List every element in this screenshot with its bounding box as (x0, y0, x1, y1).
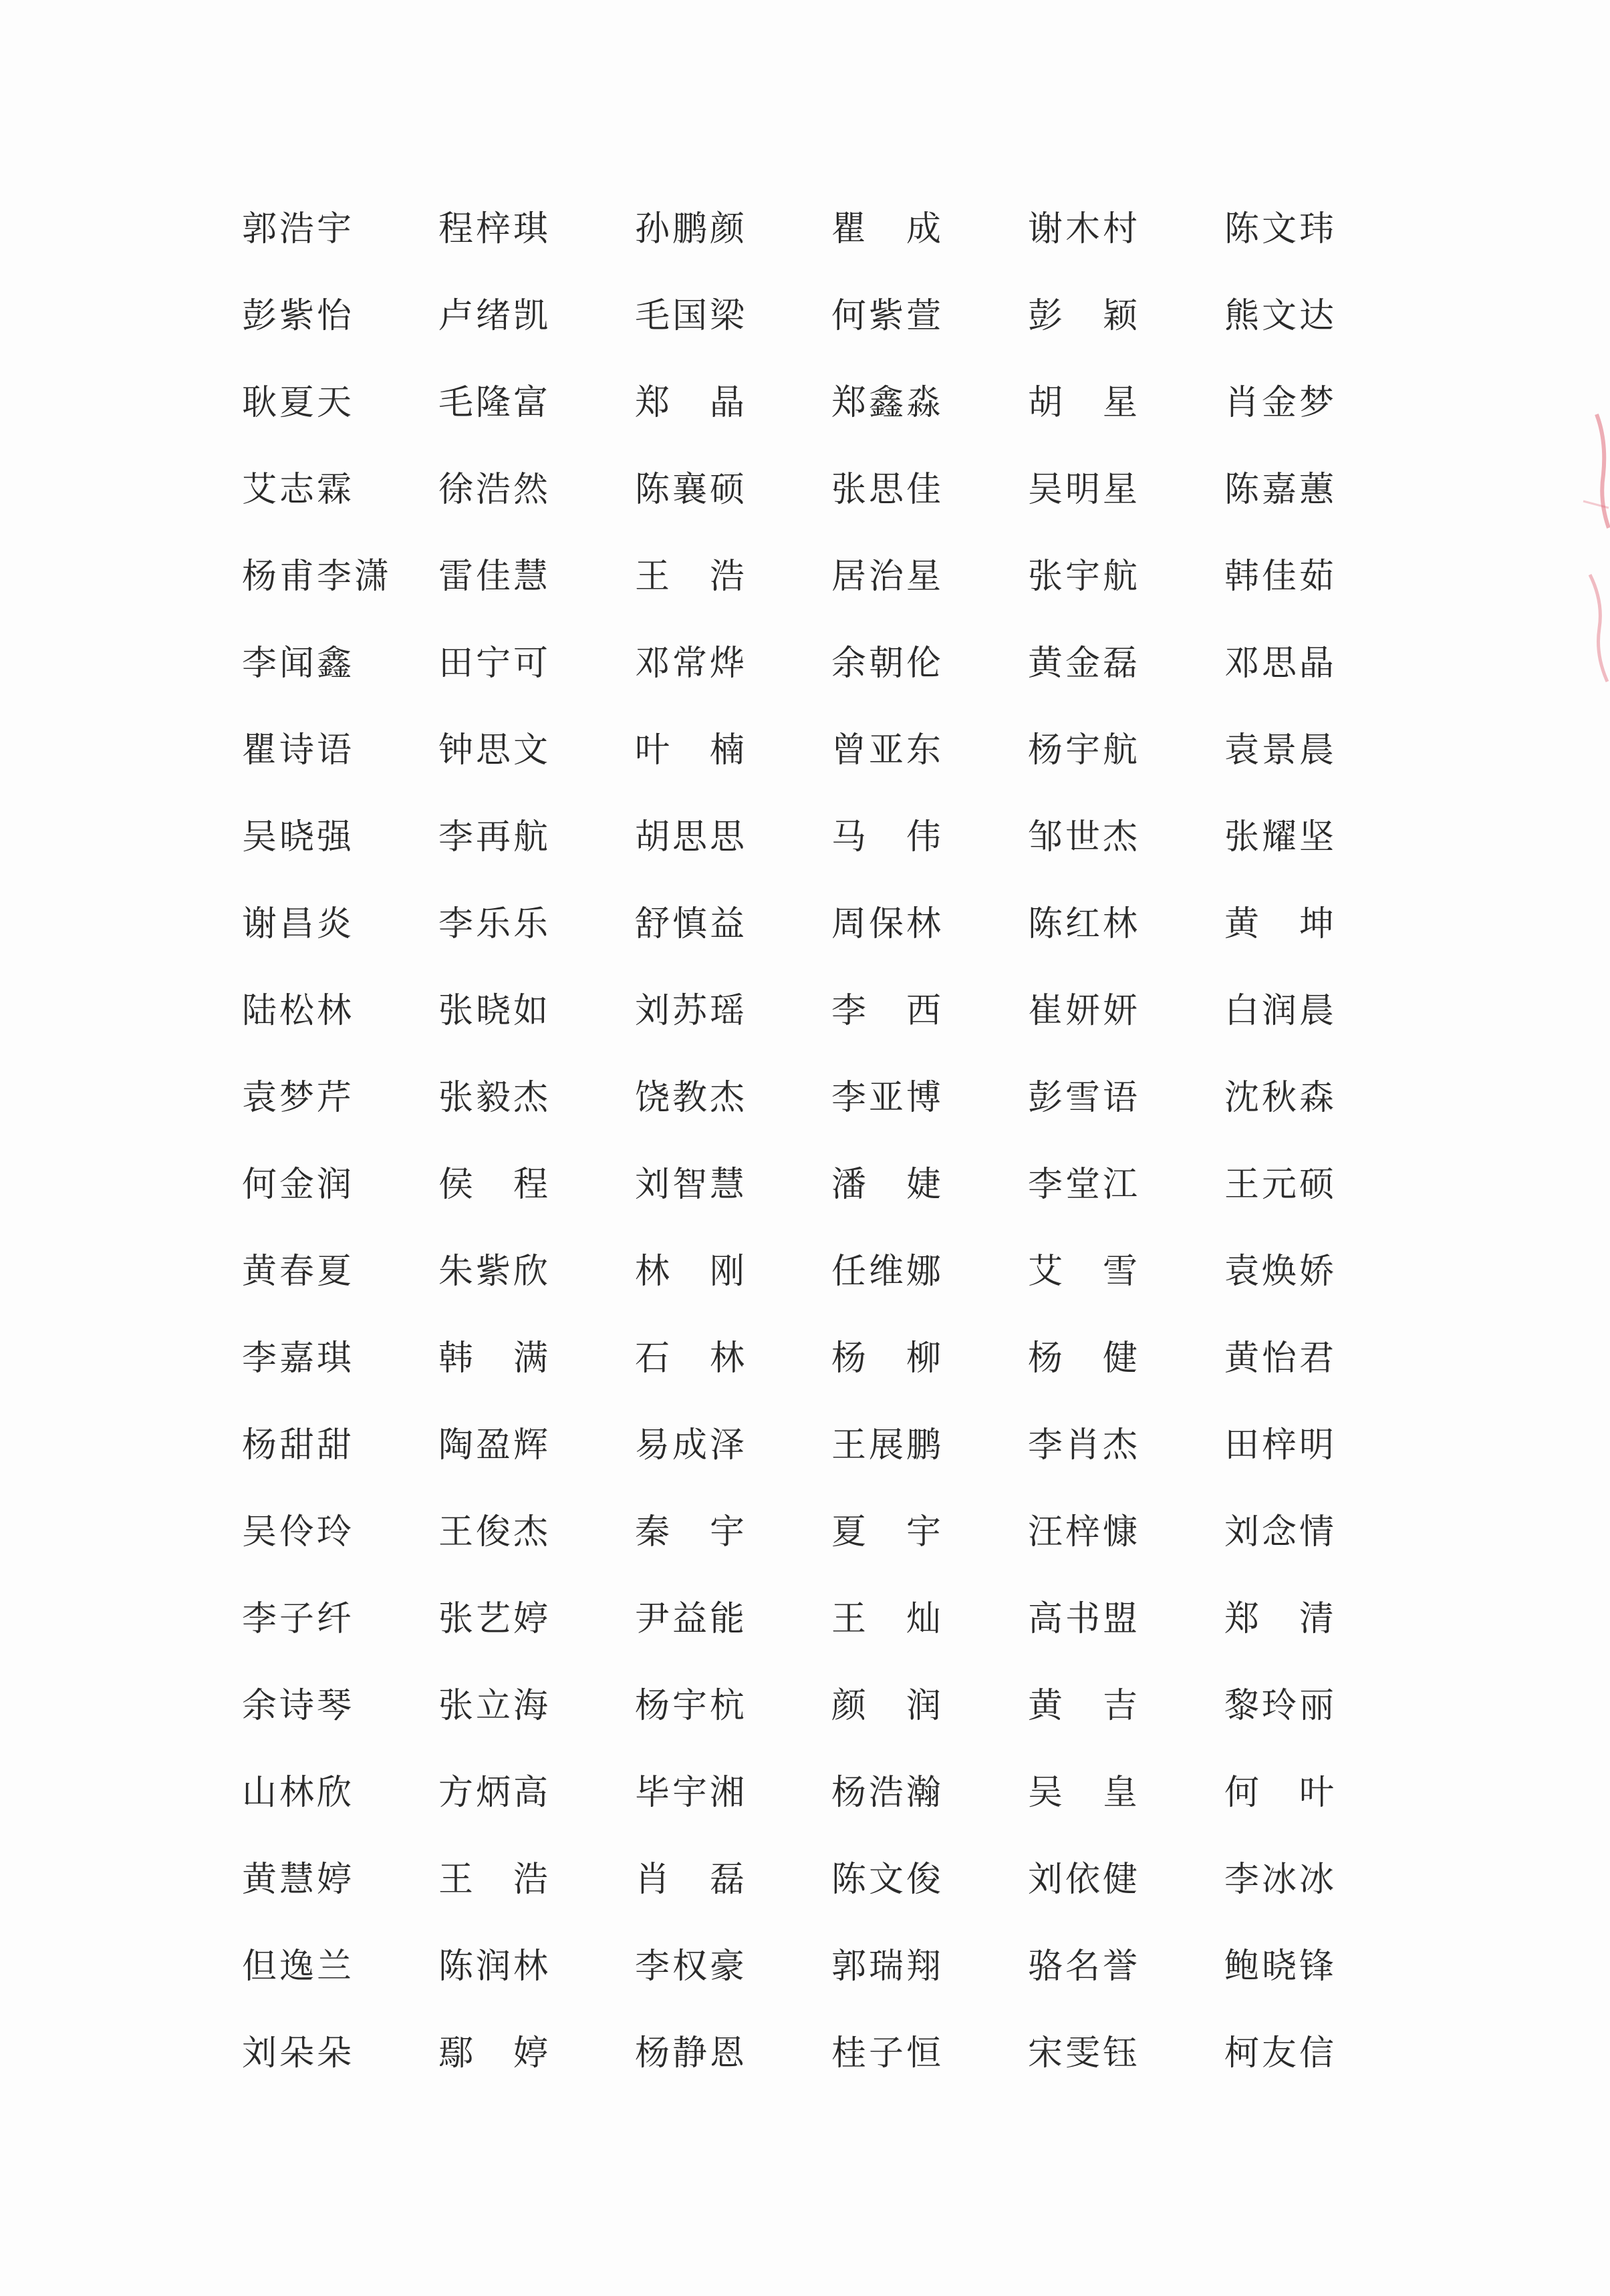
name-row (242, 620, 1418, 707)
name-entry: 马 伟 (831, 817, 944, 857)
name-entry: 周保林 (831, 904, 944, 944)
name-entry: 何 叶 (1224, 1773, 1337, 1813)
name-entry: 陈襄硕 (635, 470, 748, 510)
name-entry: 曾亚东 (831, 730, 944, 770)
name-row (242, 273, 1418, 360)
name-entry: 朱紫欣 (438, 1252, 551, 1292)
name-entry: 袁焕娇 (1224, 1252, 1337, 1292)
name-row (242, 1054, 1418, 1141)
name-entry: 颜 润 (831, 1686, 944, 1726)
name-entry: 韩 满 (438, 1338, 551, 1379)
name-entry: 艾 雪 (1028, 1252, 1141, 1292)
name-entry: 陈嘉蕙 (1224, 470, 1337, 510)
name-row (242, 1489, 1418, 1576)
name-row (242, 1402, 1418, 1489)
name-entry: 熊文达 (1224, 296, 1337, 336)
name-entry: 李冰冰 (1224, 1860, 1337, 1900)
name-entry: 王 灿 (831, 1599, 944, 1639)
name-row (242, 1663, 1418, 1749)
name-entry: 舒慎益 (635, 904, 748, 944)
name-entry: 李亚博 (831, 1078, 944, 1118)
name-entry: 郭瑞翔 (831, 1947, 944, 1987)
name-entry: 张毅杰 (438, 1078, 551, 1118)
name-entry: 何金润 (242, 1165, 355, 1205)
name-row (242, 186, 1418, 273)
name-entry: 汪梓慷 (1028, 1512, 1141, 1552)
name-entry: 张立海 (438, 1686, 551, 1726)
name-entry: 毛国梁 (635, 296, 748, 336)
name-entry: 杨静恩 (635, 2033, 748, 2073)
name-entry: 夏 宇 (831, 1512, 944, 1552)
name-entry: 黄金磊 (1028, 643, 1141, 684)
name-entry: 白润晨 (1224, 991, 1337, 1031)
name-entry: 鄢 婷 (438, 2033, 551, 2073)
name-entry: 吴伶玲 (242, 1512, 355, 1552)
name-entry: 李肖杰 (1028, 1425, 1141, 1465)
name-entry: 潘 婕 (831, 1165, 944, 1205)
name-entry: 刘念情 (1224, 1512, 1337, 1552)
name-entry: 郑 清 (1224, 1599, 1337, 1639)
name-row (242, 1228, 1418, 1315)
name-row (242, 968, 1418, 1054)
name-row (242, 707, 1418, 794)
name-entry: 张宇航 (1028, 557, 1141, 597)
name-entry: 邓思晶 (1224, 643, 1337, 684)
name-entry: 毕宇湘 (635, 1773, 748, 1813)
name-entry: 王元硕 (1224, 1165, 1337, 1205)
name-entry: 雷佳慧 (438, 557, 551, 597)
name-entry: 王 浩 (635, 557, 748, 597)
name-entry: 胡 星 (1028, 383, 1141, 423)
name-entry: 张艺婷 (438, 1599, 551, 1639)
name-row (242, 2010, 1418, 2097)
name-entry: 邹世杰 (1028, 817, 1141, 857)
name-entry: 柯友信 (1224, 2033, 1337, 2073)
name-entry: 易成泽 (635, 1425, 748, 1465)
name-entry: 陈润林 (438, 1947, 551, 1987)
name-entry: 陶盈辉 (438, 1425, 551, 1465)
name-entry: 陆松林 (242, 991, 355, 1031)
name-entry: 杨 健 (1028, 1338, 1141, 1379)
name-entry: 孙鹏颜 (635, 209, 748, 249)
name-row (242, 1749, 1418, 1836)
name-entry: 李乐乐 (438, 904, 551, 944)
name-entry: 刘智慧 (635, 1165, 748, 1205)
name-entry: 石 林 (635, 1338, 748, 1379)
name-entry: 杨 柳 (831, 1338, 944, 1379)
name-entry: 陈文俊 (831, 1860, 944, 1900)
name-entry: 沈秋森 (1224, 1078, 1337, 1118)
name-row (242, 533, 1418, 620)
name-entry: 张耀坚 (1224, 817, 1337, 857)
name-entry: 钟思文 (438, 730, 551, 770)
name-entry: 余朝伦 (831, 643, 944, 684)
name-entry: 郑鑫淼 (831, 383, 944, 423)
name-entry: 黄春夏 (242, 1252, 355, 1292)
name-entry: 陈红林 (1028, 904, 1141, 944)
name-row (242, 1836, 1418, 1923)
name-entry: 何紫萱 (831, 296, 944, 336)
name-entry: 鲍晓锋 (1224, 1947, 1337, 1987)
name-entry: 叶 楠 (635, 730, 748, 770)
name-row (242, 881, 1418, 968)
name-entry: 任维娜 (831, 1252, 944, 1292)
name-entry: 刘依健 (1028, 1860, 1141, 1900)
name-entry: 郑 晶 (635, 383, 748, 423)
name-entry: 吴晓强 (242, 817, 355, 857)
name-entry: 陈文玮 (1224, 209, 1337, 249)
name-entry: 吴 皇 (1028, 1773, 1141, 1813)
name-entry: 李堂江 (1028, 1165, 1141, 1205)
name-entry: 谢木村 (1028, 209, 1141, 249)
name-entry: 秦 宇 (635, 1512, 748, 1552)
name-entry: 王展鹏 (831, 1425, 944, 1465)
name-entry: 黄慧婷 (242, 1860, 355, 1900)
name-entry: 杨宇航 (1028, 730, 1141, 770)
name-entry: 林 刚 (635, 1252, 748, 1292)
name-entry: 宋雯钰 (1028, 2033, 1141, 2073)
name-entry: 黎玲丽 (1224, 1686, 1337, 1726)
name-entry: 徐浩然 (438, 470, 551, 510)
name-entry: 彭 颖 (1028, 296, 1141, 336)
name-entry: 高书盟 (1028, 1599, 1141, 1639)
name-entry: 刘苏瑶 (635, 991, 748, 1031)
name-entry: 张思佳 (831, 470, 944, 510)
red-seal-fragment (1570, 401, 1610, 722)
name-entry: 方炳高 (438, 1773, 551, 1813)
name-entry: 黄 吉 (1028, 1686, 1141, 1726)
name-entry: 瞿诗语 (242, 730, 355, 770)
name-row (242, 1923, 1418, 2010)
name-entry: 居治星 (831, 557, 944, 597)
name-entry: 骆名誉 (1028, 1947, 1141, 1987)
name-entry: 刘朵朵 (242, 2033, 355, 2073)
name-entry: 彭雪语 (1028, 1078, 1141, 1118)
name-entry: 程梓琪 (438, 209, 551, 249)
name-row (242, 1576, 1418, 1663)
name-entry: 瞿 成 (831, 209, 944, 249)
name-entry: 耿夏天 (242, 383, 355, 423)
name-row (242, 1315, 1418, 1402)
name-entry: 但逸兰 (242, 1947, 355, 1987)
name-entry: 余诗琴 (242, 1686, 355, 1726)
name-entry: 艾志霖 (242, 470, 355, 510)
name-entry: 杨浩瀚 (831, 1773, 944, 1813)
name-entry: 李子纤 (242, 1599, 355, 1639)
name-entry: 袁景晨 (1224, 730, 1337, 770)
name-entry: 邓常烨 (635, 643, 748, 684)
name-entry: 田梓明 (1224, 1425, 1337, 1465)
name-entry: 杨甫李潇 (242, 557, 392, 597)
name-entry: 田宁可 (438, 643, 551, 684)
name-entry: 山林欣 (242, 1773, 355, 1813)
name-entry: 饶教杰 (635, 1078, 748, 1118)
name-entry: 胡思思 (635, 817, 748, 857)
name-entry: 杨甜甜 (242, 1425, 355, 1465)
name-row (242, 446, 1418, 533)
name-entry: 郭浩宇 (242, 209, 355, 249)
name-row (242, 360, 1418, 446)
name-entry: 谢昌炎 (242, 904, 355, 944)
name-entry: 李再航 (438, 817, 551, 857)
name-entry: 卢绪凯 (438, 296, 551, 336)
name-entry: 尹益能 (635, 1599, 748, 1639)
name-entry: 张晓如 (438, 991, 551, 1031)
name-list-grid (242, 186, 1418, 2097)
name-entry: 彭紫怡 (242, 296, 355, 336)
name-entry: 王俊杰 (438, 1512, 551, 1552)
name-entry: 崔妍妍 (1028, 991, 1141, 1031)
name-row (242, 1141, 1418, 1228)
name-entry: 吴明星 (1028, 470, 1141, 510)
name-entry: 黄 坤 (1224, 904, 1337, 944)
name-entry: 李权豪 (635, 1947, 748, 1987)
name-entry: 肖金梦 (1224, 383, 1337, 423)
name-entry: 毛隆富 (438, 383, 551, 423)
name-row (242, 794, 1418, 881)
name-entry: 李嘉琪 (242, 1338, 355, 1379)
name-entry: 肖 磊 (635, 1860, 748, 1900)
name-entry: 侯 程 (438, 1165, 551, 1205)
name-entry: 王 浩 (438, 1860, 551, 1900)
name-entry: 桂子恒 (831, 2033, 944, 2073)
name-entry: 杨宇杭 (635, 1686, 748, 1726)
name-entry: 黄怡君 (1224, 1338, 1337, 1379)
name-entry: 韩佳茹 (1224, 557, 1337, 597)
name-entry: 李 西 (831, 991, 944, 1031)
name-entry: 李闻鑫 (242, 643, 355, 684)
name-entry: 袁梦芹 (242, 1078, 355, 1118)
